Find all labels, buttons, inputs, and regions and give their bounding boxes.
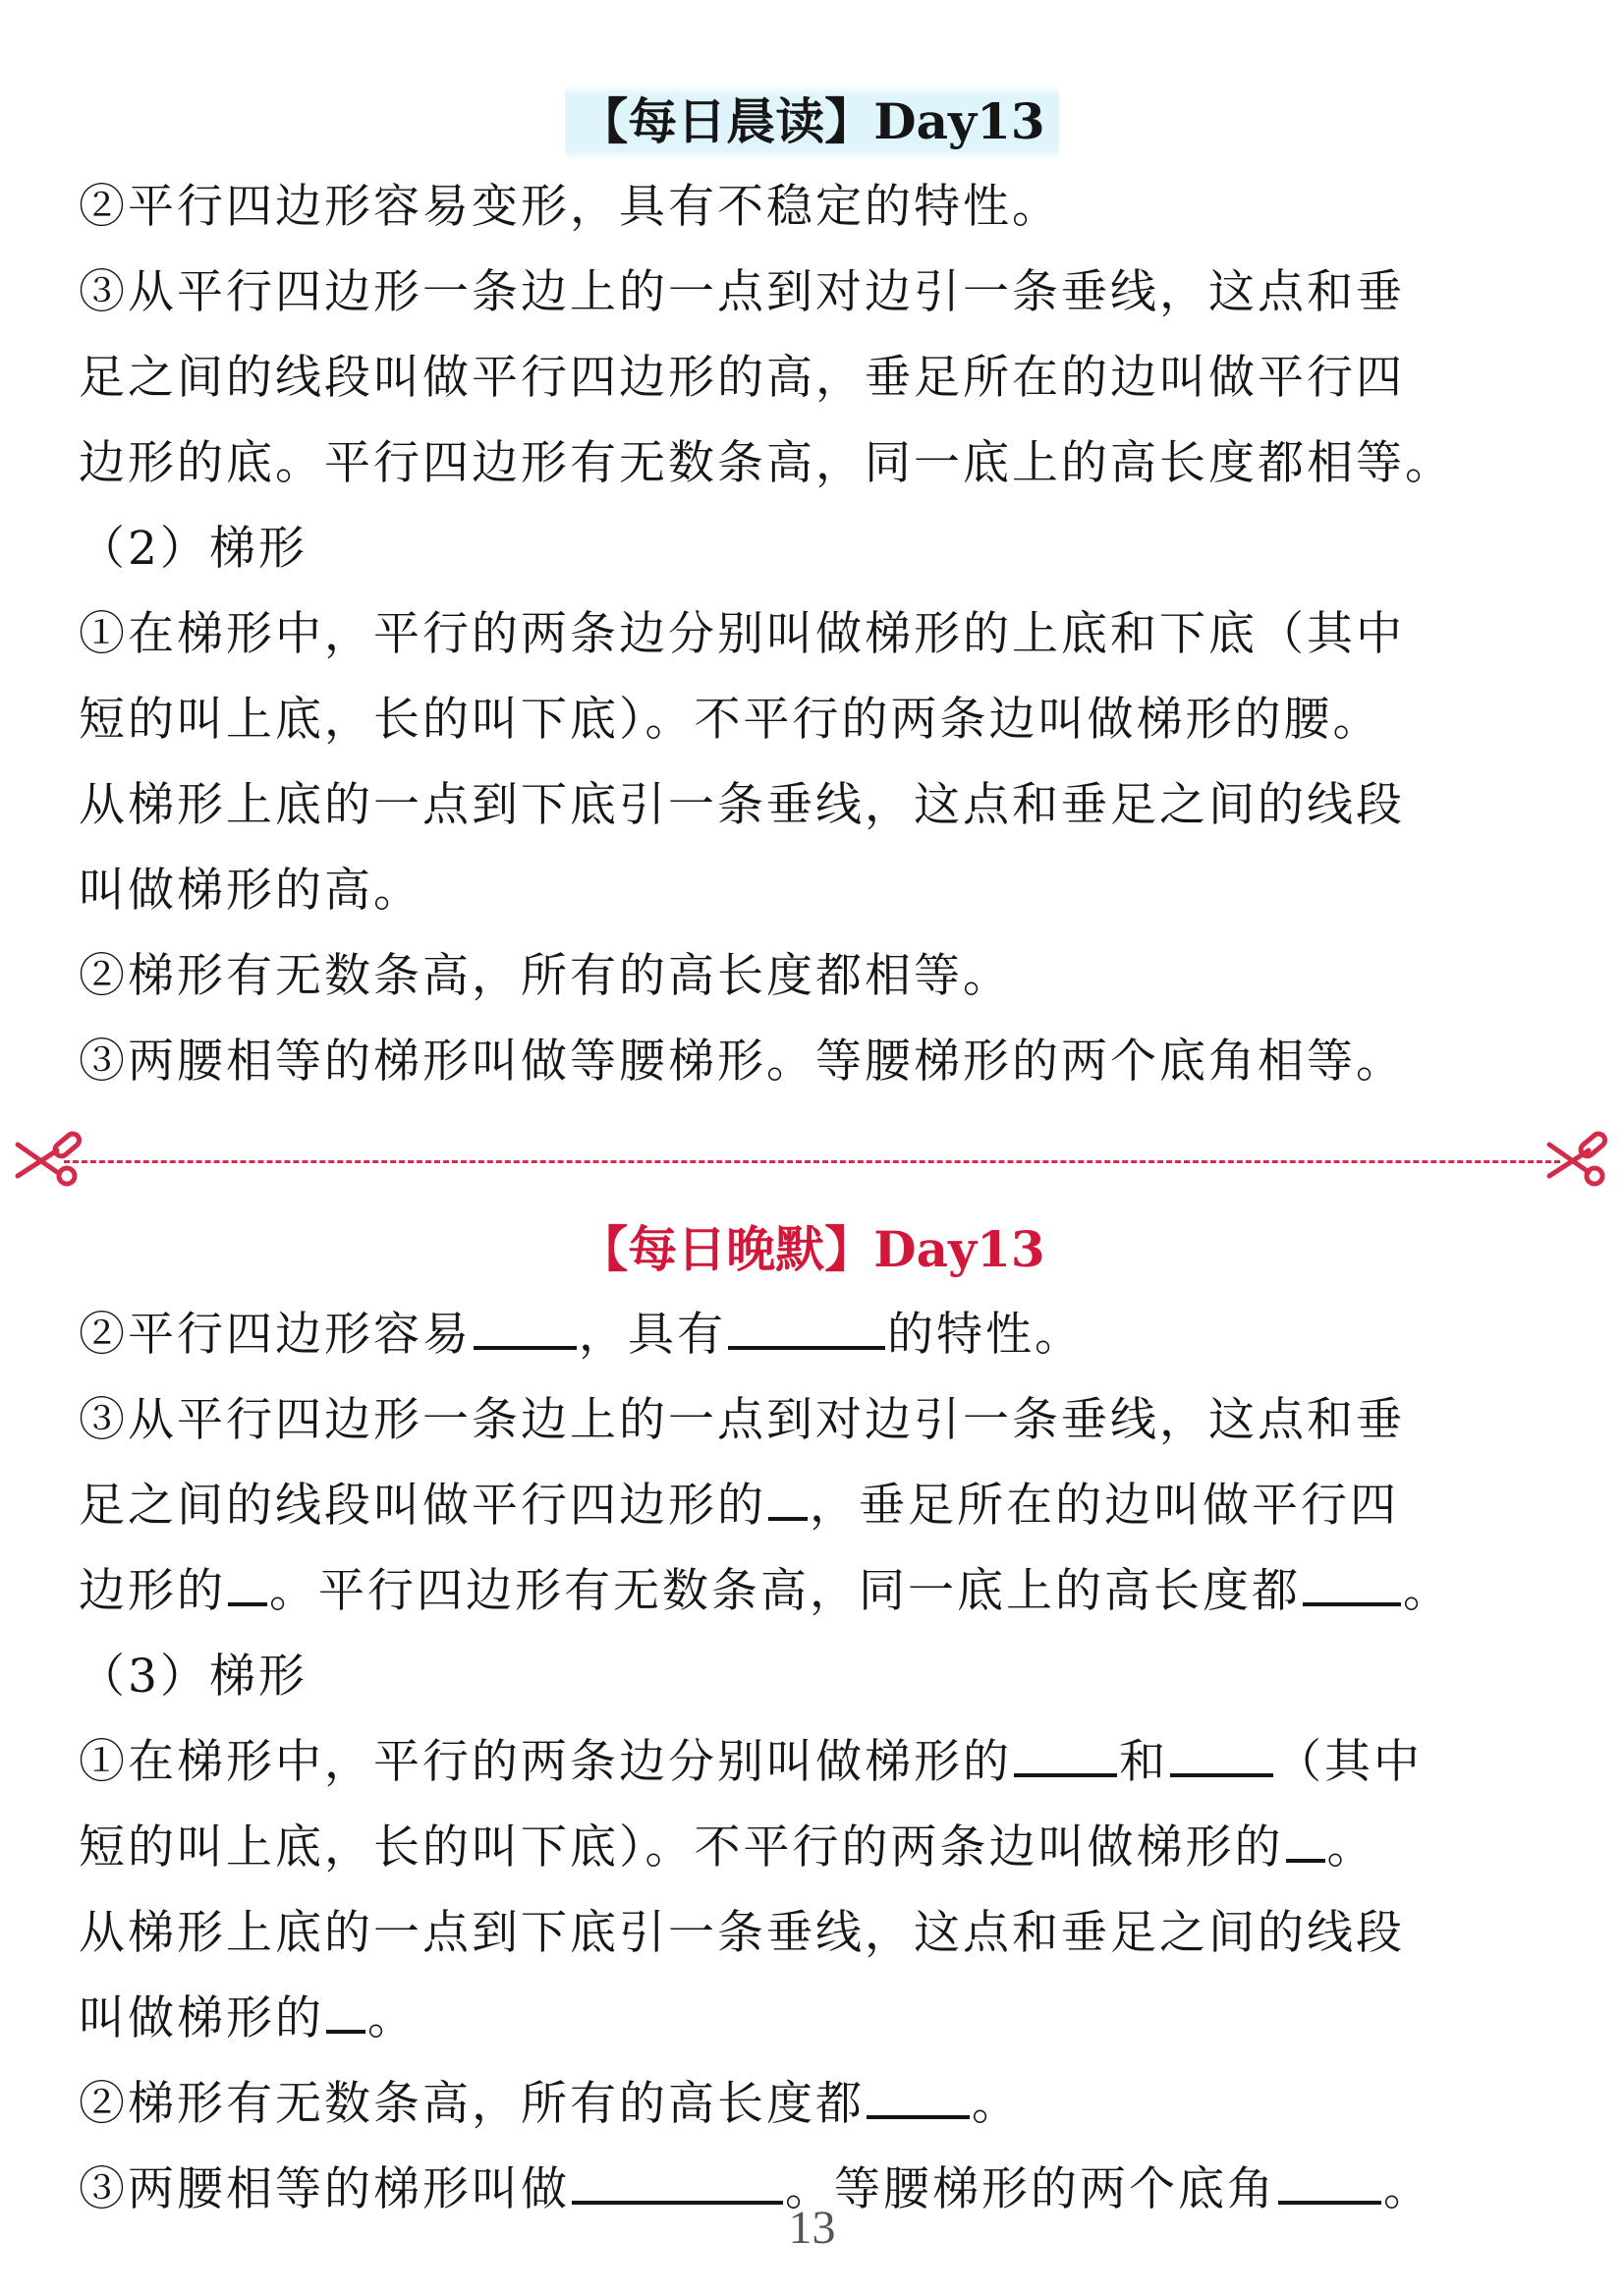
text-segment: 边形的 xyxy=(79,1564,226,1618)
text-segment: 的特性。 xyxy=(887,1308,1084,1362)
text-line: 足之间的线段叫做平行四边形的高，垂足所在的边叫做平行四 xyxy=(79,351,1405,405)
text-segment: 。 xyxy=(367,1991,417,2045)
fill-blank[interactable] xyxy=(1303,1563,1401,1606)
text-segment: 从梯形上底的一点到下底引一条垂线，这点和垂足之间的线段 xyxy=(79,1906,1405,1960)
text-segment: ③从平行四边形一条边上的一点到对边引一条垂线，这点和垂 xyxy=(79,1393,1405,1447)
text-segment: 。 xyxy=(1403,1564,1452,1618)
fill-blank[interactable] xyxy=(867,2076,970,2119)
title-label: 【每日晨读】 xyxy=(579,92,874,150)
text-segment: ①在梯形中，平行的两条边分别叫做梯形的 xyxy=(79,1735,1012,1789)
text-line xyxy=(79,1719,1552,1805)
text-segment: 叫做梯形的 xyxy=(79,1991,324,2045)
text-line: 叫做梯形的高。 xyxy=(79,864,422,918)
text-segment: ③两腰相等的梯形叫做 xyxy=(79,2162,570,2216)
text-segment: 。 xyxy=(972,2077,1021,2131)
text-line xyxy=(79,1377,1552,1463)
text-segment: （其中 xyxy=(1275,1735,1423,1789)
text-segment: 短的叫上底，长的叫下底）。不平行的两条边叫做梯形的 xyxy=(79,1820,1284,1875)
text-line: ①在梯形中，平行的两条边分别叫做梯形的上底和下底（其中 xyxy=(79,607,1405,661)
text-line: ②平行四边形容易变形，具有不稳定的特性。 xyxy=(79,180,1061,234)
text-line: ③从平行四边形一条边上的一点到对边引一条垂线，这点和垂 xyxy=(79,265,1405,319)
fill-blank[interactable] xyxy=(1286,1820,1325,1863)
text-segment: ②梯形有无数条高，所有的高长度都 xyxy=(79,2077,865,2131)
fill-blank[interactable] xyxy=(1170,1734,1273,1777)
fill-blank[interactable] xyxy=(326,1990,365,2034)
fill-blank[interactable] xyxy=(768,1478,808,1521)
fill-blank[interactable] xyxy=(474,1307,577,1350)
text-line: 边形的底。平行四边形有无数条高，同一底上的高长度都相等。 xyxy=(79,436,1454,490)
dashed-cut-line xyxy=(64,1160,1560,1163)
text-segment: 足之间的线段叫做平行四边形的 xyxy=(79,1479,766,1533)
text-line xyxy=(79,2061,1552,2147)
title-label: 【每日晚默】 xyxy=(579,1220,874,1278)
title-day: Day13 xyxy=(873,1220,1045,1278)
text-line: 从梯形上底的一点到下底引一条垂线，这点和垂足之间的线段 xyxy=(79,778,1405,832)
text-line xyxy=(79,1976,1552,2061)
text-segment: 和 xyxy=(1119,1735,1168,1789)
text-line: 短的叫上底，长的叫下底）。不平行的两条边叫做梯形的腰。 xyxy=(79,693,1382,747)
cut-line-divider xyxy=(0,1125,1624,1194)
text-segment: 。 xyxy=(1326,1820,1376,1875)
text-segment: 。等腰梯形的两个底角 xyxy=(785,2162,1276,2216)
evening-recitation-title xyxy=(0,1210,1624,1289)
page-number: 13 xyxy=(788,2202,836,2254)
text-segment: （3）梯形 xyxy=(79,1650,308,1704)
fill-blank[interactable] xyxy=(1278,2161,1381,2205)
text-segment: ②平行四边形容易 xyxy=(79,1308,472,1362)
text-segment: ，具有 xyxy=(579,1308,726,1362)
fill-blank[interactable] xyxy=(228,1563,267,1606)
morning-reading-content xyxy=(79,164,1552,1104)
fill-blank[interactable] xyxy=(572,2161,783,2205)
text-line xyxy=(79,1548,1552,1634)
scissors-icon xyxy=(10,1125,88,1194)
text-line xyxy=(79,1463,1552,1548)
fill-blank[interactable] xyxy=(728,1307,885,1350)
text-line: ②梯形有无数条高，所有的高长度都相等。 xyxy=(79,949,1012,1003)
text-line xyxy=(79,1890,1552,1976)
text-segment: 。 xyxy=(1383,2162,1432,2216)
text-line xyxy=(79,1805,1552,1890)
fill-blank[interactable] xyxy=(1014,1734,1117,1777)
section-heading xyxy=(79,1634,1552,1719)
text-segment: 。平行四边形有无数条高，同一底上的高长度都 xyxy=(269,1564,1301,1618)
text-segment: ，垂足所在的边叫做平行四 xyxy=(810,1479,1399,1533)
scissors-icon xyxy=(1536,1125,1614,1194)
section-heading: （2）梯形 xyxy=(79,522,308,576)
text-line: ③两腰相等的梯形叫做等腰梯形。等腰梯形的两个底角相等。 xyxy=(79,1035,1405,1089)
title-day: Day13 xyxy=(873,92,1045,150)
title-highlight xyxy=(565,83,1058,161)
morning-reading-title xyxy=(0,83,1624,161)
text-line xyxy=(79,1292,1552,1377)
evening-recitation-content xyxy=(79,1292,1552,2232)
